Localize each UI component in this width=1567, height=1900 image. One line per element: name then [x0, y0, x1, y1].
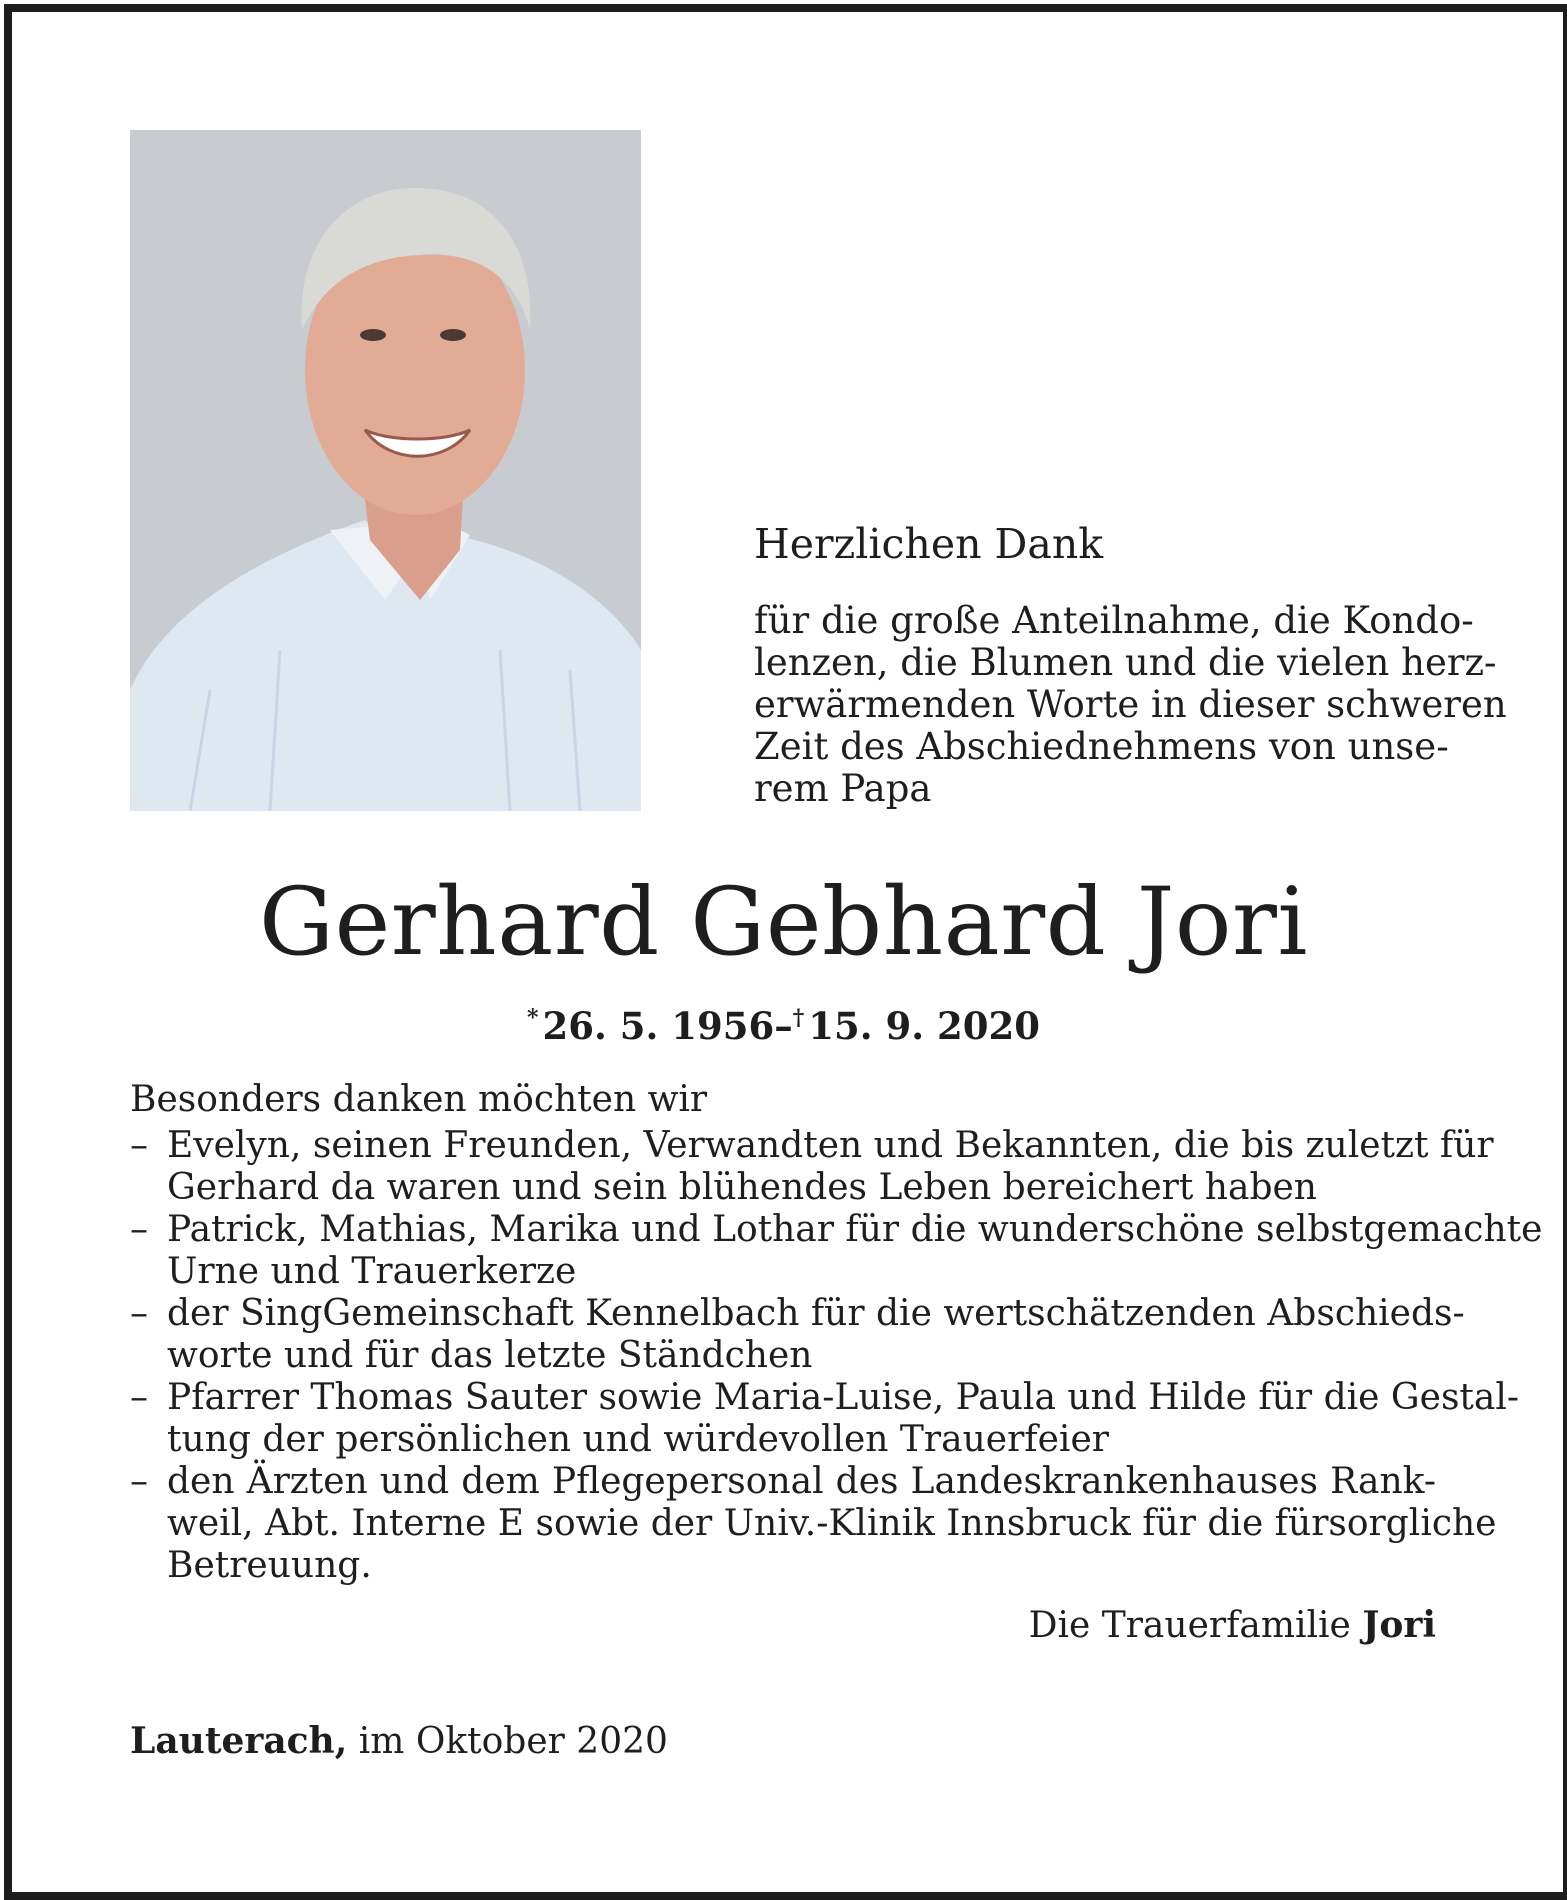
- list-item: [130, 1293, 1465, 1377]
- signature-prefix: Die Trauerfamilie: [1028, 1605, 1351, 1646]
- list-item: [130, 1209, 1543, 1293]
- list-item-line: Betreuung.: [167, 1545, 372, 1586]
- thanks-list: [130, 1125, 1543, 1587]
- list-item: [130, 1125, 1494, 1209]
- deceased-name: Gerhard Gebhard Jori: [259, 868, 1308, 977]
- birth-symbol: *: [526, 1005, 539, 1031]
- intro-line: erwärmenden Worte in dieser schweren: [754, 683, 1507, 726]
- signature-family-name: Jori: [1362, 1604, 1436, 1646]
- intro-line: für die große Anteilnahme, die Kondo-: [754, 599, 1474, 642]
- bullet-dash: –: [130, 1125, 148, 1166]
- bullet-dash: –: [130, 1293, 148, 1334]
- family-signature: [1029, 1602, 1436, 1649]
- birth-date: 26. 5. 1956: [542, 1004, 775, 1048]
- list-item-line: tung der persönlichen und würdevollen Trauerfeier: [167, 1419, 1109, 1460]
- thank-you-heading: Herzlichen Dank: [754, 520, 1104, 568]
- bullet-dash: –: [130, 1377, 148, 1418]
- thanks-intro: Besonders danken möchten wir: [130, 1079, 708, 1120]
- portrait-photo: [130, 130, 641, 811]
- bullet-dash: –: [130, 1461, 148, 1502]
- place-name: Lauterach,: [130, 1720, 348, 1762]
- list-item-line: Urne und Trauerkerze: [167, 1251, 577, 1292]
- list-item-line: den Ärzten und dem Pflegepersonal des Landeskrankenhauses Rank-: [167, 1461, 1436, 1502]
- date-text: im Oktober 2020: [358, 1721, 668, 1762]
- intro-line: rem Papa: [754, 767, 932, 810]
- portrait-illustration: [130, 130, 641, 811]
- date-separator: –: [774, 1004, 793, 1048]
- death-symbol: †: [792, 1005, 805, 1031]
- list-item-line: weil, Abt. Interne E sowie der Univ.-Klinik Innsbruck für die fürsorgliche: [167, 1503, 1497, 1544]
- list-item-line: Evelyn, seinen Freunden, Verwandten und Bekannten, die bis zuletzt für: [167, 1125, 1494, 1166]
- list-item-line: Patrick, Mathias, Marika und Lothar für die wunderschöne selbstgemachte: [167, 1209, 1543, 1250]
- list-item-line: worte und für das letzte Ständchen: [167, 1335, 813, 1376]
- bullet-dash: –: [130, 1209, 148, 1250]
- intro-line: lenzen, die Blumen und die vielen herz-: [754, 641, 1497, 684]
- list-item-line: Pfarrer Thomas Sauter sowie Maria-Luise, Paula und Hilde für die Gestal-: [167, 1377, 1520, 1418]
- intro-paragraph: [754, 599, 1507, 810]
- list-item-line: Gerhard da waren und sein blühendes Leben bereichert haben: [167, 1167, 1317, 1208]
- list-item: [130, 1377, 1520, 1461]
- death-date: 15. 9. 2020: [808, 1004, 1041, 1048]
- place-and-date: [130, 1718, 668, 1765]
- life-dates: [0, 995, 1567, 1049]
- list-item: [130, 1461, 1497, 1587]
- list-item-line: der SingGemeinschaft Kennelbach für die wertschätzenden Abschieds-: [167, 1293, 1465, 1334]
- intro-line: Zeit des Abschiednehmens von unse-: [754, 725, 1449, 768]
